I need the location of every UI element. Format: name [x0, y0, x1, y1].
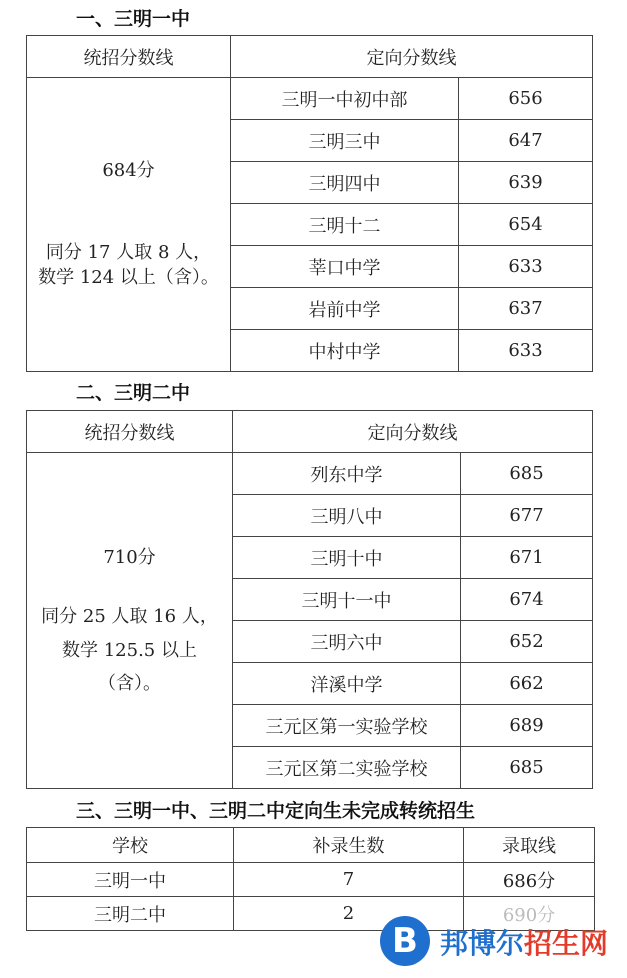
section2-title: 二、三明二中: [76, 382, 191, 404]
section3-header-count: 补录生数: [234, 828, 464, 863]
table-row-score: 654: [459, 204, 593, 246]
watermark-text-blue: 邦博尔: [440, 927, 525, 960]
watermark-text: [440, 922, 608, 962]
table-row-school: 三元区第一实验学校: [233, 705, 461, 747]
section2-unified-score: 710分: [103, 546, 156, 568]
table-row-score: 656: [459, 78, 593, 120]
section1-unified-cell: [27, 78, 231, 372]
section1-header-unified: 统招分数线: [27, 36, 231, 78]
table-row-school: 三明十一中: [233, 579, 461, 621]
table-row-school: 三明二中: [27, 897, 234, 931]
section3-header-line: 录取线: [464, 828, 595, 863]
section2-header-directed: 定向分数线: [233, 411, 593, 453]
table-row-score: 671: [461, 537, 593, 579]
table-row-score: 689: [461, 705, 593, 747]
logo-b-icon: B: [380, 916, 430, 966]
watermark-logo: [376, 912, 627, 970]
table-row-school: 三明六中: [233, 621, 461, 663]
table-row-score: 637: [459, 288, 593, 330]
table-row-score: 662: [461, 663, 593, 705]
table-row-school: 三元区第二实验学校: [233, 747, 461, 789]
table-row-score: 677: [461, 495, 593, 537]
table-row-school: 三明四中: [231, 162, 459, 204]
section2-header-unified: 统招分数线: [27, 411, 233, 453]
table-row-school: 莘口中学: [231, 246, 459, 288]
section2-unified-note-2: 数学 125.5 以上: [62, 639, 197, 661]
table-row-score: 639: [459, 162, 593, 204]
table-row-score: 652: [461, 621, 593, 663]
section3-title: 三、三明一中、三明二中定向生未完成转统招生: [76, 800, 476, 822]
table-row-score: 647: [459, 120, 593, 162]
section1-unified-note-2: 数学 124 以上（含）。: [38, 266, 219, 288]
table-row-school: 三明一中: [27, 863, 234, 897]
table-row-school: 列东中学: [233, 453, 461, 495]
table-row-school: 三明八中: [233, 495, 461, 537]
table-row-school: 三明十二: [231, 204, 459, 246]
section1-unified-score: 684分: [102, 160, 155, 182]
section2-unified-note-1: 同分 25 人取 16 人，: [41, 606, 218, 628]
table-row-count: 2: [234, 897, 464, 931]
section2-unified-cell: [27, 453, 233, 789]
table-row-count: 7: [234, 863, 464, 897]
table-row-school: 三明三中: [231, 120, 459, 162]
table-row-score: 685: [461, 453, 593, 495]
table-row-school: 中村中学: [231, 330, 459, 372]
section1-title: 一、三明一中: [76, 8, 191, 30]
table-row-score: 685: [461, 747, 593, 789]
table-row-line: 686分: [464, 863, 595, 897]
table-row-line: 690分: [464, 897, 595, 931]
table-row-score: 633: [459, 330, 593, 372]
table-row-school: 岩前中学: [231, 288, 459, 330]
table-row-score: 633: [459, 246, 593, 288]
section3-header-school: 学校: [27, 828, 234, 863]
section1-header-directed: 定向分数线: [231, 36, 593, 78]
section2-table: [26, 410, 593, 789]
section1-unified-note-1: 同分 17 人取 8 人，: [45, 242, 212, 264]
table-row-school: 三明一中初中部: [231, 78, 459, 120]
watermark-text-red: 招生网: [524, 927, 609, 960]
table-row-school: 洋溪中学: [233, 663, 461, 705]
table-row-score: 674: [461, 579, 593, 621]
section1-table: [26, 35, 593, 372]
section2-unified-note-3: （含）。: [98, 672, 161, 694]
table-row-school: 三明十中: [233, 537, 461, 579]
